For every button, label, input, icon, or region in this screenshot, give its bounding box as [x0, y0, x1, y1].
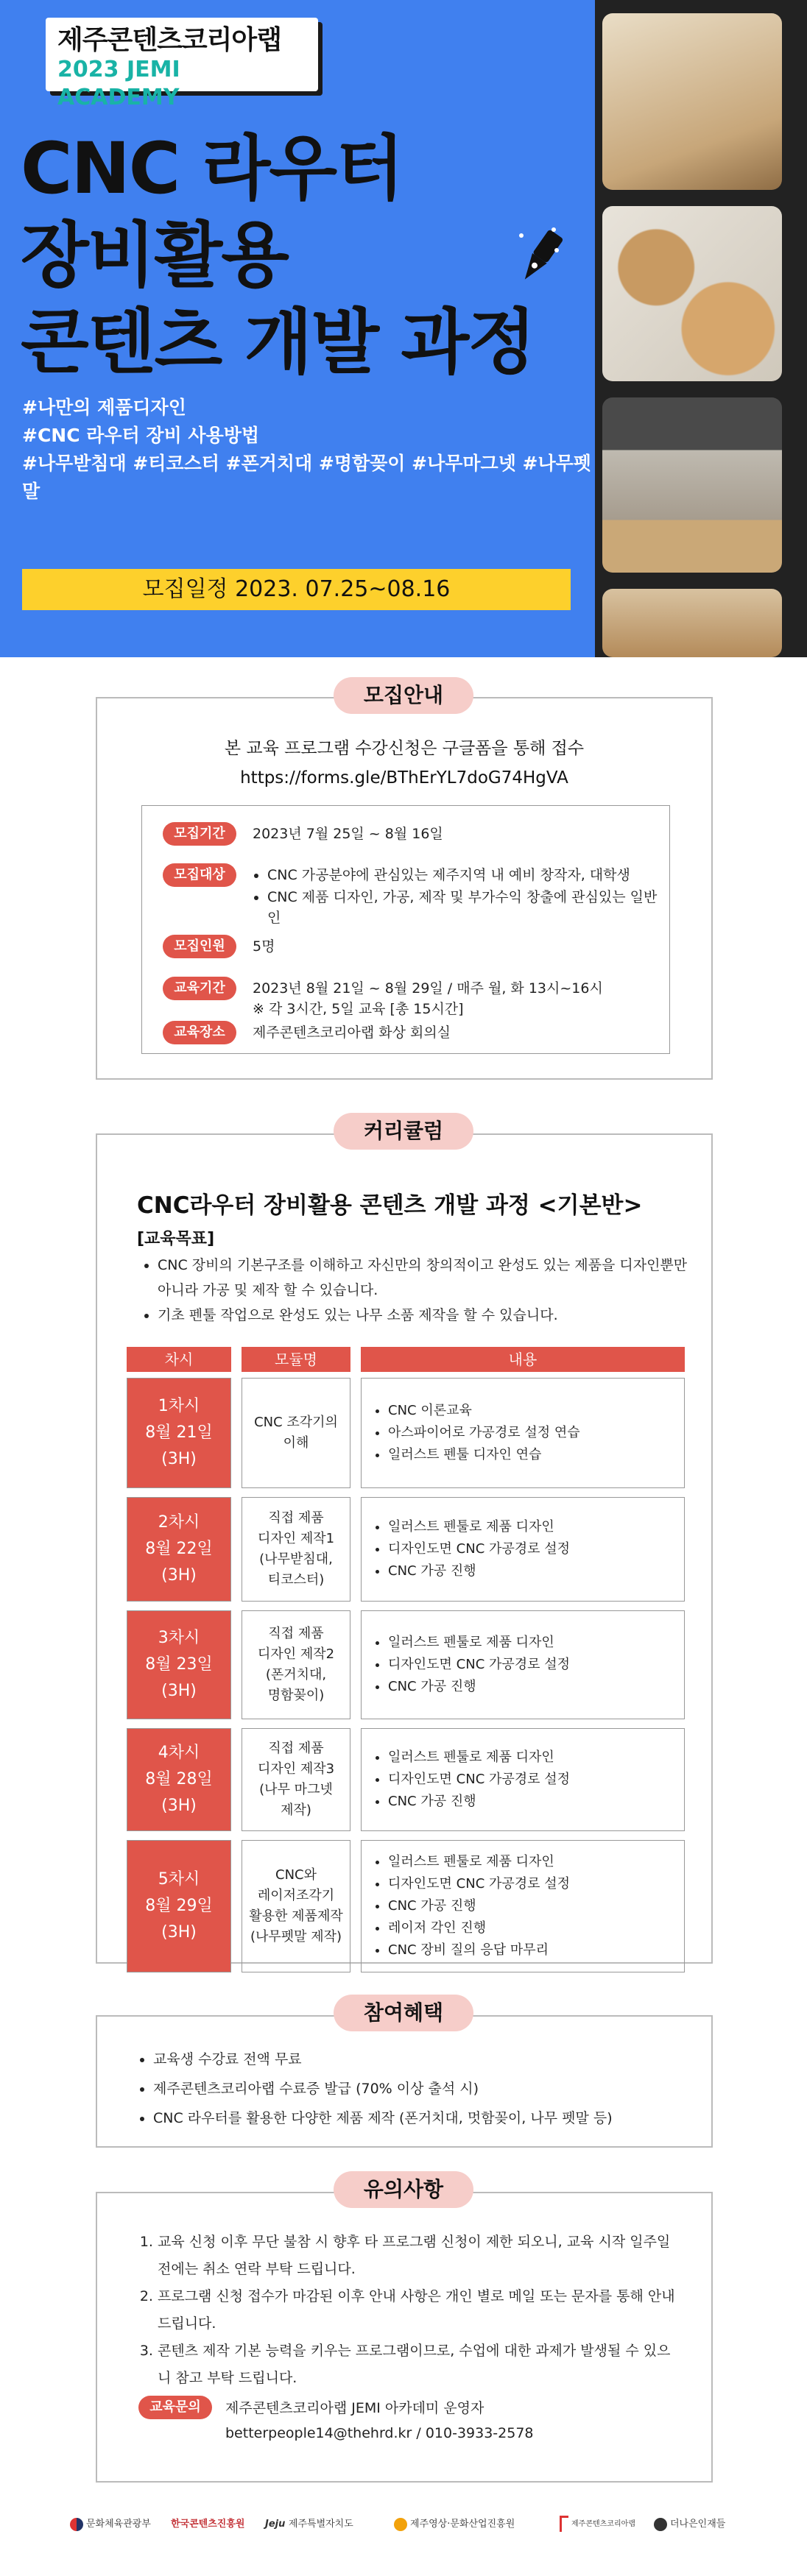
contact-value	[225, 2396, 593, 2446]
note-item: 1. 교육 신청 이후 무단 불참 시 향후 타 프로그램 신청이 제한 되오니, 교육 시작 일주일 전에는 취소 연락 부탁 드립니다.	[158, 2229, 683, 2283]
logo-text: 더나은인재들	[670, 2519, 726, 2530]
table-row	[97, 1378, 711, 1488]
hrd-mark-icon	[654, 2518, 667, 2531]
module-line: (나무펫말 제작)	[250, 1929, 342, 1945]
hashtag-line: #나무받침대 #티코스터 #폰거치대 #명함꽂이 #나무마그넷 #나무펫말	[22, 453, 591, 502]
dots-icon	[394, 2518, 407, 2531]
note-item: 2. 프로그램 신청 접수가 마감된 이후 안내 사항은 개인 별로 메일 또는 문자를 통해 안내 드립니다.	[158, 2283, 683, 2338]
logo-thehrd	[654, 2516, 725, 2531]
module-line: 레이저조각기	[257, 1888, 335, 1903]
content-item: • 레이저 각인 진행	[388, 1917, 570, 1939]
content-item: • 디자인도면 CNC 가공경로 설정	[388, 1873, 570, 1895]
logo-mcst	[70, 2516, 151, 2531]
content-item: • 일러스트 펜툴로 제품 디자인	[388, 1516, 570, 1538]
module-line: CNC와	[275, 1867, 317, 1883]
table-row	[97, 1497, 711, 1602]
info-row-capacity	[163, 935, 275, 958]
application-note: 본 교육 프로그램 수강신청은 구글폼을 통해 접수	[224, 739, 585, 758]
academy-logo	[46, 18, 318, 110]
session-cell	[127, 1497, 231, 1602]
module-line: (폰거치대,	[265, 1667, 327, 1682]
content-item: • 일러스트 펜툴 디자인 연습	[388, 1444, 580, 1466]
session-date: 8월 29일	[145, 1897, 213, 1915]
session-cell	[127, 1728, 231, 1831]
module-line: 직접 제품	[268, 1626, 324, 1641]
content-item: • 일러스트 펜툴로 제품 디자인	[388, 1851, 570, 1873]
module-line: 디자인 제작3	[257, 1761, 335, 1777]
section-heading-curriculum: 커리큘럼	[334, 1113, 473, 1150]
hero-title-line: CNC 라우터	[21, 127, 403, 210]
info-value	[253, 978, 665, 1019]
content-cell	[361, 1497, 685, 1602]
session-date: 8월 28일	[145, 1770, 213, 1788]
logo-text: 제주영상·문화산업진흥원	[410, 2519, 515, 2530]
info-label: 모집대상	[163, 863, 236, 887]
logo-korean: 제주콘텐츠코리아랩	[57, 25, 281, 55]
notes-section	[96, 2192, 713, 2483]
module-line: 명함꽂이)	[267, 1688, 325, 1703]
table-row	[97, 1840, 711, 1958]
logo-kocca: 한국콘텐츠진흥원	[171, 2519, 245, 2530]
goal-list	[143, 1253, 688, 1328]
module-line: 디자인 제작2	[257, 1646, 335, 1662]
hero-panel	[0, 0, 596, 657]
content-item: • CNC 장비 질의 응답 마무리	[388, 1939, 570, 1961]
content-item: • CNC 가공 진행	[388, 1560, 570, 1582]
taegeuk-icon	[70, 2518, 83, 2531]
info-value: 5명	[253, 938, 275, 955]
session-date: 8월 22일	[145, 1540, 213, 1558]
module-cell	[242, 1728, 350, 1831]
logo-text: 제주특별자치도	[288, 2519, 353, 2530]
info-value-line: ※ 각 3시간, 5일 교육 [총 15시간]	[253, 1001, 464, 1017]
curriculum-section	[96, 1133, 713, 1964]
goal-item: • CNC 장비의 기본구조를 이해하고 자신만의 창의적이고 완성도 있는 제품을 디자인뿐만 아니라 가공 및 제작 할 수 있습니다.	[158, 1253, 688, 1303]
section-heading-recruitment: 모집안내	[334, 677, 473, 714]
table-header-module: 모듈명	[242, 1347, 350, 1372]
logo-english: 2023 JEMI ACADEMY	[57, 57, 180, 110]
content-cell	[361, 1840, 685, 1972]
info-label: 교육장소	[163, 1021, 236, 1044]
module-line: 디자인 제작1	[257, 1531, 335, 1546]
info-value-line: 2023년 8월 21일 ~ 8월 29일 / 매주 월, 화 13시~16시	[253, 980, 603, 997]
module-cell	[242, 1840, 350, 1972]
benefits-section	[96, 2015, 713, 2148]
content-item: • 아스파이어로 가공경로 설정 연습	[388, 1422, 580, 1444]
table-row	[97, 1728, 711, 1831]
logo-jfcia	[394, 2516, 515, 2531]
hero-title-line: 장비활용	[21, 214, 288, 297]
module-cell	[242, 1497, 350, 1602]
content-cell	[361, 1728, 685, 1831]
content-cell	[361, 1610, 685, 1719]
info-label: 교육기간	[163, 977, 236, 1000]
module-cell	[242, 1610, 350, 1719]
session-number: 3차시	[158, 1629, 200, 1647]
session-date: 8월 21일	[145, 1423, 213, 1442]
session-cell	[127, 1610, 231, 1719]
session-number: 5차시	[158, 1870, 200, 1889]
list-item: • CNC 제품 디자인, 가공, 제작 및 부가수익 창출에 관심있는 일반인	[267, 887, 665, 928]
product-photo-phone-stand	[602, 13, 782, 190]
module-cell	[242, 1378, 350, 1488]
info-row-target	[163, 863, 658, 926]
content-item: • CNC 가공 진행	[388, 1895, 570, 1917]
table-header-session: 차시	[127, 1347, 231, 1372]
logo-text: 문화체육관광부	[86, 2519, 151, 2530]
content-item: • 디자인도면 CNC 가공경로 설정	[388, 1538, 570, 1560]
hero-title-line: 콘텐츠 개발 과정	[21, 301, 535, 383]
notes-list	[138, 2229, 683, 2392]
session-hours: (3H)	[161, 1797, 197, 1815]
product-photo-card-holder	[602, 397, 782, 573]
session-cell	[127, 1378, 231, 1488]
contact-label: 교육문의	[138, 2396, 212, 2419]
recruit-schedule-bar: 모집일정 2023. 07.25~08.16	[22, 569, 571, 610]
session-number: 2차시	[158, 1513, 200, 1532]
recruitment-section	[96, 697, 713, 1080]
hero-title	[21, 125, 580, 386]
hero-banner	[0, 0, 807, 657]
hashtag-line: #나만의 제품디자인	[22, 397, 186, 418]
benefit-item: • CNC 라우터를 활용한 다양한 제품 제작 (폰거치대, 멋함꽂이, 나무 펫말 등)	[153, 2103, 613, 2133]
info-row-edu-period	[163, 977, 603, 1017]
info-row-period	[163, 822, 443, 846]
hashtags	[22, 394, 596, 506]
module-line: 활용한 제품제작	[249, 1908, 343, 1924]
session-hours: (3H)	[161, 1923, 197, 1942]
session-date: 8월 23일	[145, 1655, 213, 1674]
curriculum-title: CNC라우터 장비활용 콘텐츠 개발 과정 <기본반>	[137, 1192, 643, 1219]
contact-email-phone[interactable]: betterpeople14@thehrd.kr / 010-3933-2578	[225, 2425, 534, 2441]
module-line: 직접 제품	[268, 1741, 324, 1756]
info-value: 제주콘텐츠코리아랩 화상 회의실	[253, 1025, 451, 1041]
goal-item: • 기초 펜툴 작업으로 완성도 있는 나무 소품 제작을 할 수 있습니다.	[158, 1303, 688, 1328]
list-item: • CNC 가공분야에 관심있는 제주지역 내 예비 창작자, 대학생	[267, 865, 665, 885]
session-hours: (3H)	[161, 1682, 197, 1700]
logo-ckl	[560, 2516, 635, 2532]
session-number: 4차시	[158, 1744, 200, 1762]
recruitment-info-box	[141, 805, 670, 1054]
module-line: 티코스터)	[267, 1572, 325, 1588]
info-value: 2023년 7월 25일 ~ 8월 16일	[253, 826, 443, 842]
info-label: 모집인원	[163, 935, 236, 958]
table-header-content: 내용	[361, 1347, 685, 1372]
ckl-mark-icon	[560, 2516, 568, 2532]
module-line: 이해	[283, 1435, 309, 1451]
table-row	[97, 1610, 711, 1719]
content-item: • 디자인도면 CNC 가공경로 설정	[388, 1769, 570, 1791]
content-item: • 일러스트 펜툴로 제품 디자인	[388, 1747, 570, 1769]
logo-jeju	[265, 2516, 353, 2530]
contact-info	[138, 2396, 534, 2441]
benefit-item: • 제주콘텐츠코리아랩 수료증 발급 (70% 이상 출석 시)	[153, 2074, 613, 2103]
info-label: 모집기간	[163, 822, 236, 846]
pen-tool-icon	[508, 221, 567, 302]
module-line: (나무 마그넷	[259, 1782, 333, 1797]
sponsor-logos	[0, 2495, 807, 2554]
module-line: 제작)	[281, 1802, 311, 1818]
module-line: 직접 제품	[268, 1510, 324, 1526]
content-item: • 디자인도면 CNC 가공경로 설정	[388, 1654, 570, 1676]
jeju-mark-icon: Jeju	[265, 2519, 289, 2530]
session-hours: (3H)	[161, 1566, 197, 1585]
module-line: CNC 조각기의	[254, 1415, 338, 1430]
product-photo-cat-coaster	[602, 206, 782, 381]
module-line: (나무받침대,	[259, 1551, 333, 1567]
section-heading-notes: 유의사항	[334, 2171, 473, 2208]
info-value	[253, 865, 665, 930]
content-item: • 일러스트 펜툴로 제품 디자인	[388, 1632, 570, 1654]
section-heading-benefits: 참여혜택	[334, 1995, 473, 2031]
contact-org: 제주콘텐츠코리아랩 JEMI 아카데미 운영자	[225, 2400, 484, 2416]
logo-text: 제주콘텐츠코리아랩	[571, 2520, 635, 2528]
content-item: • CNC 가공 진행	[388, 1791, 570, 1813]
content-cell	[361, 1378, 685, 1488]
info-row-place	[163, 1021, 451, 1044]
hashtag-line: #CNC 라우터 장비 사용방법	[22, 425, 260, 446]
content-item: • CNC 가공 진행	[388, 1676, 570, 1698]
note-item: 3. 콘텐츠 제작 기본 능력을 키우는 프로그램이므로, 수업에 대한 과제가 발생될 수 있으니 참고 부탁 드립니다.	[158, 2338, 683, 2392]
benefit-list	[138, 2045, 613, 2133]
product-photo-wood-tray	[602, 589, 782, 657]
benefit-item: • 교육생 수강료 전액 무료	[153, 2045, 613, 2074]
session-number: 1차시	[158, 1397, 200, 1415]
goal-heading: [교육목표]	[137, 1230, 215, 1248]
content-item: • CNC 이론교육	[388, 1400, 580, 1422]
session-cell	[127, 1840, 231, 1972]
session-hours: (3H)	[161, 1450, 197, 1468]
application-link[interactable]: https://forms.gle/BThErYL7doG74HgVA	[240, 768, 568, 788]
